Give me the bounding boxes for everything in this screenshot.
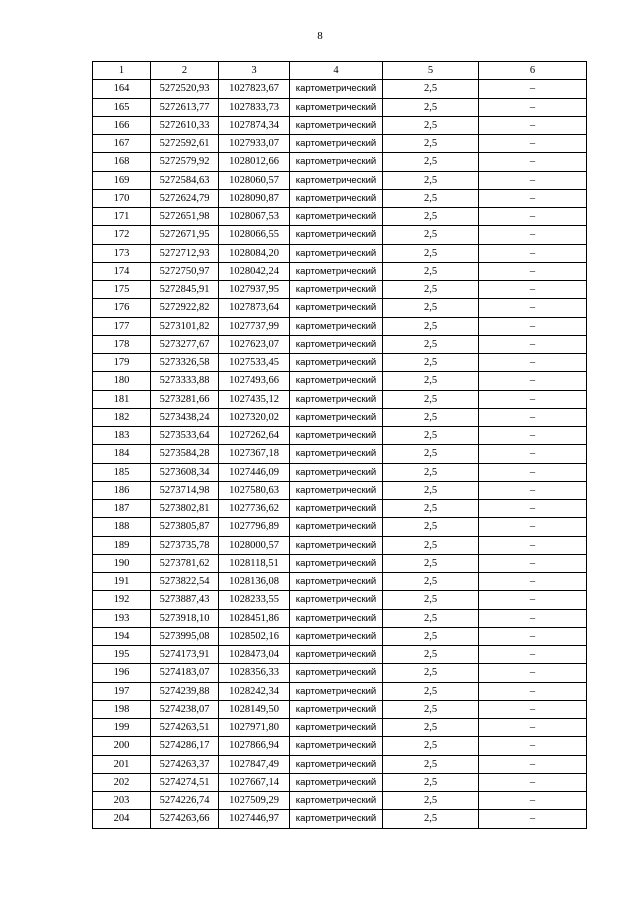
description-cell: – — [479, 189, 587, 207]
table-row — [93, 116, 587, 134]
method-cell: картометрический — [290, 700, 383, 718]
table-row — [93, 536, 587, 554]
header-cell: 1 — [93, 62, 151, 80]
method-cell: картометрический — [290, 554, 383, 572]
accuracy-cell: 2,5 — [383, 208, 479, 226]
description-cell: – — [479, 773, 587, 791]
point-number-cell: 190 — [93, 554, 151, 572]
y-coordinate-cell: 1027736,62 — [219, 500, 290, 518]
description-cell: – — [479, 500, 587, 518]
x-coordinate-cell: 5272651,98 — [151, 208, 219, 226]
table-row — [93, 390, 587, 408]
accuracy-cell: 2,5 — [383, 792, 479, 810]
x-coordinate-cell: 5273735,78 — [151, 536, 219, 554]
table-row — [93, 98, 587, 116]
accuracy-cell: 2,5 — [383, 408, 479, 426]
method-cell: картометрический — [290, 646, 383, 664]
accuracy-cell: 2,5 — [383, 427, 479, 445]
point-number-cell: 191 — [93, 573, 151, 591]
table-row — [93, 299, 587, 317]
point-number-cell: 172 — [93, 226, 151, 244]
description-cell: – — [479, 609, 587, 627]
y-coordinate-cell: 1027580,63 — [219, 481, 290, 499]
accuracy-cell: 2,5 — [383, 80, 479, 98]
accuracy-cell: 2,5 — [383, 646, 479, 664]
accuracy-cell: 2,5 — [383, 755, 479, 773]
point-number-cell: 180 — [93, 372, 151, 390]
point-number-cell: 202 — [93, 773, 151, 791]
table-row — [93, 573, 587, 591]
description-cell: – — [479, 536, 587, 554]
accuracy-cell: 2,5 — [383, 445, 479, 463]
method-cell: картометрический — [290, 335, 383, 353]
description-cell: – — [479, 390, 587, 408]
description-cell: – — [479, 518, 587, 536]
description-cell: – — [479, 573, 587, 591]
description-cell: – — [479, 116, 587, 134]
y-coordinate-cell: 1028242,34 — [219, 682, 290, 700]
accuracy-cell: 2,5 — [383, 116, 479, 134]
y-coordinate-cell: 1027623,07 — [219, 335, 290, 353]
table-row — [93, 463, 587, 481]
table-row — [93, 189, 587, 207]
accuracy-cell: 2,5 — [383, 554, 479, 572]
y-coordinate-cell: 1027493,66 — [219, 372, 290, 390]
point-number-cell: 196 — [93, 664, 151, 682]
description-cell: – — [479, 427, 587, 445]
method-cell: картометрический — [290, 500, 383, 518]
y-coordinate-cell: 1028473,04 — [219, 646, 290, 664]
table-row — [93, 80, 587, 98]
x-coordinate-cell: 5273802,81 — [151, 500, 219, 518]
y-coordinate-cell: 1028136,08 — [219, 573, 290, 591]
x-coordinate-cell: 5272579,92 — [151, 153, 219, 171]
point-number-cell: 164 — [93, 80, 151, 98]
point-number-cell: 185 — [93, 463, 151, 481]
y-coordinate-cell: 1028084,20 — [219, 244, 290, 262]
accuracy-cell: 2,5 — [383, 171, 479, 189]
y-coordinate-cell: 1027737,99 — [219, 317, 290, 335]
method-cell: картометрический — [290, 208, 383, 226]
method-cell: картометрический — [290, 171, 383, 189]
accuracy-cell: 2,5 — [383, 372, 479, 390]
table-row — [93, 773, 587, 791]
header-cell: 2 — [151, 62, 219, 80]
table-row — [93, 755, 587, 773]
x-coordinate-cell: 5272610,33 — [151, 116, 219, 134]
method-cell: картометрический — [290, 773, 383, 791]
table-row — [93, 554, 587, 572]
method-cell: картометрический — [290, 189, 383, 207]
method-cell: картометрический — [290, 445, 383, 463]
point-number-cell: 168 — [93, 153, 151, 171]
accuracy-cell: 2,5 — [383, 609, 479, 627]
point-number-cell: 171 — [93, 208, 151, 226]
point-number-cell: 184 — [93, 445, 151, 463]
table-row — [93, 500, 587, 518]
table-row — [93, 171, 587, 189]
description-cell: – — [479, 354, 587, 372]
accuracy-cell: 2,5 — [383, 664, 479, 682]
method-cell: картометрический — [290, 281, 383, 299]
description-cell: – — [479, 408, 587, 426]
table-row — [93, 719, 587, 737]
description-cell: – — [479, 244, 587, 262]
description-cell: – — [479, 554, 587, 572]
accuracy-cell: 2,5 — [383, 390, 479, 408]
accuracy-cell: 2,5 — [383, 810, 479, 828]
accuracy-cell: 2,5 — [383, 773, 479, 791]
y-coordinate-cell: 1027971,80 — [219, 719, 290, 737]
description-cell: – — [479, 591, 587, 609]
method-cell: картометрический — [290, 536, 383, 554]
description-cell: – — [479, 682, 587, 700]
method-cell: картометрический — [290, 755, 383, 773]
y-coordinate-cell: 1027874,34 — [219, 116, 290, 134]
method-cell: картометрический — [290, 591, 383, 609]
accuracy-cell: 2,5 — [383, 226, 479, 244]
x-coordinate-cell: 5273781,62 — [151, 554, 219, 572]
description-cell: – — [479, 646, 587, 664]
y-coordinate-cell: 1027262,64 — [219, 427, 290, 445]
point-number-cell: 178 — [93, 335, 151, 353]
x-coordinate-cell: 5272712,93 — [151, 244, 219, 262]
table-row — [93, 335, 587, 353]
table-row — [93, 281, 587, 299]
description-cell: – — [479, 335, 587, 353]
x-coordinate-cell: 5273887,43 — [151, 591, 219, 609]
y-coordinate-cell: 1027667,14 — [219, 773, 290, 791]
accuracy-cell: 2,5 — [383, 98, 479, 116]
accuracy-cell: 2,5 — [383, 335, 479, 353]
x-coordinate-cell: 5272613,77 — [151, 98, 219, 116]
y-coordinate-cell: 1027933,07 — [219, 135, 290, 153]
y-coordinate-cell: 1027823,67 — [219, 80, 290, 98]
table-row — [93, 317, 587, 335]
description-cell: – — [479, 299, 587, 317]
x-coordinate-cell: 5272584,63 — [151, 171, 219, 189]
x-coordinate-cell: 5273608,34 — [151, 463, 219, 481]
accuracy-cell: 2,5 — [383, 627, 479, 645]
y-coordinate-cell: 1027847,49 — [219, 755, 290, 773]
x-coordinate-cell: 5274263,51 — [151, 719, 219, 737]
x-coordinate-cell: 5273281,66 — [151, 390, 219, 408]
description-cell: – — [479, 372, 587, 390]
accuracy-cell: 2,5 — [383, 354, 479, 372]
method-cell: картометрический — [290, 244, 383, 262]
table-row — [93, 135, 587, 153]
accuracy-cell: 2,5 — [383, 481, 479, 499]
point-number-cell: 175 — [93, 281, 151, 299]
point-number-cell: 177 — [93, 317, 151, 335]
x-coordinate-cell: 5273805,87 — [151, 518, 219, 536]
accuracy-cell: 2,5 — [383, 244, 479, 262]
method-cell: картометрический — [290, 719, 383, 737]
y-coordinate-cell: 1028066,55 — [219, 226, 290, 244]
accuracy-cell: 2,5 — [383, 281, 479, 299]
table-row — [93, 627, 587, 645]
point-number-cell: 203 — [93, 792, 151, 810]
x-coordinate-cell: 5274263,37 — [151, 755, 219, 773]
y-coordinate-cell: 1028060,57 — [219, 171, 290, 189]
method-cell: картометрический — [290, 664, 383, 682]
x-coordinate-cell: 5274239,88 — [151, 682, 219, 700]
accuracy-cell: 2,5 — [383, 737, 479, 755]
y-coordinate-cell: 1028118,51 — [219, 554, 290, 572]
page-number: 8 — [317, 30, 323, 42]
description-cell: – — [479, 208, 587, 226]
x-coordinate-cell: 5272671,95 — [151, 226, 219, 244]
description-cell: – — [479, 98, 587, 116]
point-number-cell: 166 — [93, 116, 151, 134]
point-number-cell: 192 — [93, 591, 151, 609]
x-coordinate-cell: 5273326,58 — [151, 354, 219, 372]
method-cell: картометрический — [290, 372, 383, 390]
method-cell: картометрический — [290, 226, 383, 244]
x-coordinate-cell: 5272520,93 — [151, 80, 219, 98]
x-coordinate-cell: 5274263,66 — [151, 810, 219, 828]
method-cell: картометрический — [290, 463, 383, 481]
table-header — [93, 62, 587, 80]
accuracy-cell: 2,5 — [383, 682, 479, 700]
accuracy-cell: 2,5 — [383, 536, 479, 554]
point-number-cell: 187 — [93, 500, 151, 518]
point-number-cell: 170 — [93, 189, 151, 207]
accuracy-cell: 2,5 — [383, 153, 479, 171]
description-cell: – — [479, 810, 587, 828]
x-coordinate-cell: 5273438,24 — [151, 408, 219, 426]
method-cell: картометрический — [290, 737, 383, 755]
description-cell: – — [479, 135, 587, 153]
description-cell: – — [479, 317, 587, 335]
description-cell: – — [479, 281, 587, 299]
method-cell: картометрический — [290, 609, 383, 627]
table-row — [93, 153, 587, 171]
method-cell: картометрический — [290, 80, 383, 98]
method-cell: картометрический — [290, 98, 383, 116]
y-coordinate-cell: 1028042,24 — [219, 262, 290, 280]
table-row — [93, 609, 587, 627]
method-cell: картометрический — [290, 317, 383, 335]
x-coordinate-cell: 5273714,98 — [151, 481, 219, 499]
point-number-cell: 200 — [93, 737, 151, 755]
method-cell: картометрический — [290, 408, 383, 426]
table-row — [93, 664, 587, 682]
x-coordinate-cell: 5272750,97 — [151, 262, 219, 280]
accuracy-cell: 2,5 — [383, 135, 479, 153]
description-cell: – — [479, 80, 587, 98]
point-number-cell: 189 — [93, 536, 151, 554]
point-number-cell: 197 — [93, 682, 151, 700]
y-coordinate-cell: 1028090,87 — [219, 189, 290, 207]
x-coordinate-cell: 5273101,82 — [151, 317, 219, 335]
method-cell: картометрический — [290, 682, 383, 700]
description-cell: – — [479, 755, 587, 773]
point-number-cell: 181 — [93, 390, 151, 408]
method-cell: картометрический — [290, 390, 383, 408]
point-number-cell: 174 — [93, 262, 151, 280]
description-cell: – — [479, 664, 587, 682]
y-coordinate-cell: 1027866,94 — [219, 737, 290, 755]
point-number-cell: 165 — [93, 98, 151, 116]
x-coordinate-cell: 5274238,07 — [151, 700, 219, 718]
y-coordinate-cell: 1028356,33 — [219, 664, 290, 682]
method-cell: картометрический — [290, 427, 383, 445]
point-number-cell: 182 — [93, 408, 151, 426]
accuracy-cell: 2,5 — [383, 591, 479, 609]
method-cell: картометрический — [290, 518, 383, 536]
y-coordinate-cell: 1027509,29 — [219, 792, 290, 810]
point-number-cell: 198 — [93, 700, 151, 718]
point-number-cell: 201 — [93, 755, 151, 773]
table-row — [93, 682, 587, 700]
table-row — [93, 737, 587, 755]
x-coordinate-cell: 5272592,61 — [151, 135, 219, 153]
x-coordinate-cell: 5273584,28 — [151, 445, 219, 463]
accuracy-cell: 2,5 — [383, 189, 479, 207]
x-coordinate-cell: 5274226,74 — [151, 792, 219, 810]
method-cell: картометрический — [290, 627, 383, 645]
method-cell: картометрический — [290, 299, 383, 317]
method-cell: картометрический — [290, 354, 383, 372]
y-coordinate-cell: 1027873,64 — [219, 299, 290, 317]
description-cell: – — [479, 737, 587, 755]
table-row — [93, 262, 587, 280]
method-cell: картометрический — [290, 573, 383, 591]
y-coordinate-cell: 1027533,45 — [219, 354, 290, 372]
accuracy-cell: 2,5 — [383, 518, 479, 536]
y-coordinate-cell: 1027446,09 — [219, 463, 290, 481]
coordinates-table — [92, 61, 587, 829]
table-row — [93, 208, 587, 226]
table-row — [93, 792, 587, 810]
accuracy-cell: 2,5 — [383, 573, 479, 591]
accuracy-cell: 2,5 — [383, 299, 479, 317]
x-coordinate-cell: 5272922,82 — [151, 299, 219, 317]
description-cell: – — [479, 463, 587, 481]
accuracy-cell: 2,5 — [383, 700, 479, 718]
point-number-cell: 167 — [93, 135, 151, 153]
description-cell: – — [479, 171, 587, 189]
table-row — [93, 445, 587, 463]
point-number-cell: 204 — [93, 810, 151, 828]
point-number-cell: 195 — [93, 646, 151, 664]
x-coordinate-cell: 5273533,64 — [151, 427, 219, 445]
y-coordinate-cell: 1027435,12 — [219, 390, 290, 408]
header-cell: 5 — [383, 62, 479, 80]
header-cell: 6 — [479, 62, 587, 80]
y-coordinate-cell: 1028233,55 — [219, 591, 290, 609]
x-coordinate-cell: 5274274,51 — [151, 773, 219, 791]
x-coordinate-cell: 5274183,07 — [151, 664, 219, 682]
point-number-cell: 193 — [93, 609, 151, 627]
table-row — [93, 408, 587, 426]
description-cell: – — [479, 262, 587, 280]
point-number-cell: 188 — [93, 518, 151, 536]
description-cell: – — [479, 226, 587, 244]
x-coordinate-cell: 5273822,54 — [151, 573, 219, 591]
accuracy-cell: 2,5 — [383, 500, 479, 518]
x-coordinate-cell: 5273995,08 — [151, 627, 219, 645]
x-coordinate-cell: 5274173,91 — [151, 646, 219, 664]
description-cell: – — [479, 627, 587, 645]
header-cell: 3 — [219, 62, 290, 80]
description-cell: – — [479, 481, 587, 499]
table-body — [93, 80, 587, 828]
table-row — [93, 518, 587, 536]
method-cell: картометрический — [290, 116, 383, 134]
table-row — [93, 481, 587, 499]
x-coordinate-cell: 5272845,91 — [151, 281, 219, 299]
point-number-cell: 169 — [93, 171, 151, 189]
description-cell: – — [479, 445, 587, 463]
table-row — [93, 372, 587, 390]
table-row — [93, 810, 587, 828]
description-cell: – — [479, 153, 587, 171]
y-coordinate-cell: 1028502,16 — [219, 627, 290, 645]
x-coordinate-cell: 5273918,10 — [151, 609, 219, 627]
y-coordinate-cell: 1028067,53 — [219, 208, 290, 226]
header-row — [93, 62, 587, 80]
y-coordinate-cell: 1028000,57 — [219, 536, 290, 554]
x-coordinate-cell: 5274286,17 — [151, 737, 219, 755]
point-number-cell: 179 — [93, 354, 151, 372]
table-row — [93, 244, 587, 262]
table-row — [93, 354, 587, 372]
header-cell: 4 — [290, 62, 383, 80]
point-number-cell: 183 — [93, 427, 151, 445]
table-row — [93, 427, 587, 445]
method-cell: картометрический — [290, 135, 383, 153]
y-coordinate-cell: 1028012,66 — [219, 153, 290, 171]
y-coordinate-cell: 1027320,02 — [219, 408, 290, 426]
description-cell: – — [479, 700, 587, 718]
y-coordinate-cell: 1027367,18 — [219, 445, 290, 463]
accuracy-cell: 2,5 — [383, 262, 479, 280]
table-row — [93, 591, 587, 609]
description-cell: – — [479, 719, 587, 737]
x-coordinate-cell: 5273333,88 — [151, 372, 219, 390]
y-coordinate-cell: 1027446,97 — [219, 810, 290, 828]
x-coordinate-cell: 5272624,79 — [151, 189, 219, 207]
method-cell: картометрический — [290, 792, 383, 810]
method-cell: картометрический — [290, 481, 383, 499]
point-number-cell: 186 — [93, 481, 151, 499]
table-row — [93, 226, 587, 244]
accuracy-cell: 2,5 — [383, 719, 479, 737]
y-coordinate-cell: 1028451,86 — [219, 609, 290, 627]
method-cell: картометрический — [290, 262, 383, 280]
table-row — [93, 700, 587, 718]
point-number-cell: 173 — [93, 244, 151, 262]
method-cell: картометрический — [290, 810, 383, 828]
method-cell: картометрический — [290, 153, 383, 171]
point-number-cell: 176 — [93, 299, 151, 317]
table-row — [93, 646, 587, 664]
accuracy-cell: 2,5 — [383, 317, 479, 335]
x-coordinate-cell: 5273277,67 — [151, 335, 219, 353]
description-cell: – — [479, 792, 587, 810]
y-coordinate-cell: 1027796,89 — [219, 518, 290, 536]
y-coordinate-cell: 1028149,50 — [219, 700, 290, 718]
y-coordinate-cell: 1027937,95 — [219, 281, 290, 299]
accuracy-cell: 2,5 — [383, 463, 479, 481]
y-coordinate-cell: 1027833,73 — [219, 98, 290, 116]
point-number-cell: 194 — [93, 627, 151, 645]
point-number-cell: 199 — [93, 719, 151, 737]
